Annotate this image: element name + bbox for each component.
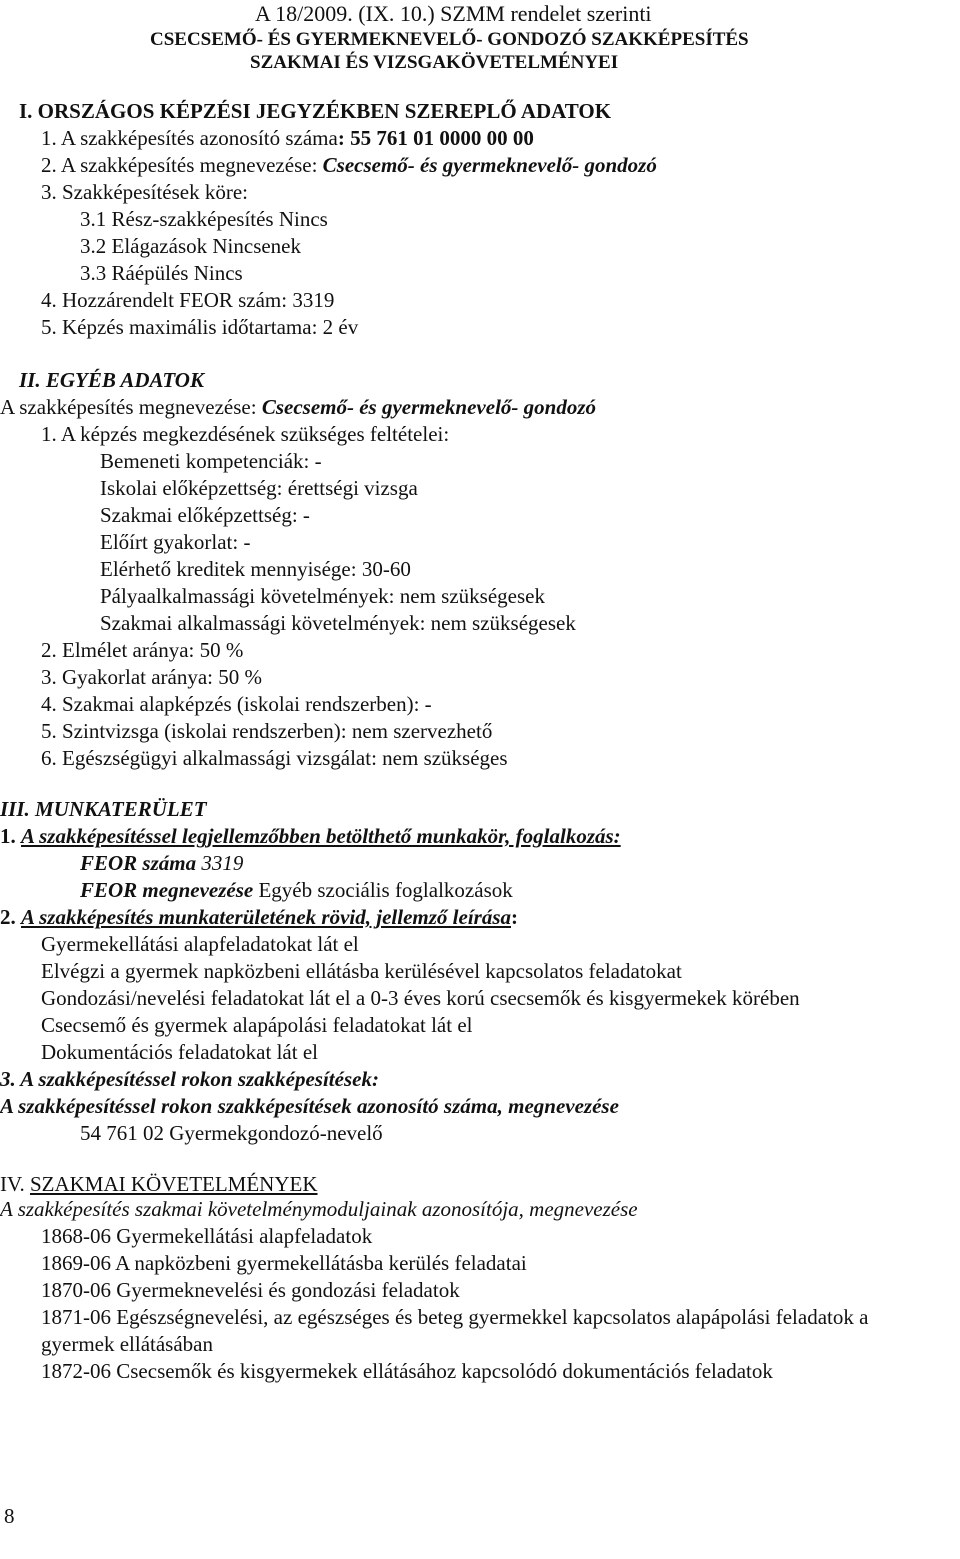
sec3-item3: 3. A szakképesítéssel rokon szakképesítések: xyxy=(0,1067,379,1091)
sec3-item1-num: 1. xyxy=(0,824,21,848)
sec2-item2: 2. Elmélet aránya: 50 % xyxy=(41,638,244,662)
sec2-name-value: Csecsemő- és gyermeknevelő- gondozó xyxy=(261,395,597,419)
sec2-name xyxy=(0,394,596,420)
module-item: 1872-06 Csecsemők és kisgyermekek ellátásához kapcsolódó dokumentációs feladatok xyxy=(41,1359,773,1383)
doc-header-line1: A 18/2009. (IX. 10.) SZMM rendelet szerinti xyxy=(255,1,652,26)
sec2-req3: Szakmai előképzettség: - xyxy=(100,503,310,527)
sec2-req6: Pályaalkalmassági követelmények: nem szükségesek xyxy=(100,584,545,608)
sec1-item2 xyxy=(41,152,657,178)
duty-item: Gyermekellátási alapfeladatokat lát el xyxy=(41,932,359,956)
duty-item: Dokumentációs feladatokat lát el xyxy=(41,1040,318,1064)
section-4-title xyxy=(0,1171,318,1197)
sec3-item1 xyxy=(0,823,621,849)
feor-number-value: 3319 xyxy=(196,851,244,875)
sec4-title-text: SZAKMAI KÖVETELMÉNYEK xyxy=(29,1172,318,1196)
sec3-item2-colon: : xyxy=(511,905,518,929)
sec2-item1: 1. A képzés megkezdésének szükséges feltételei: xyxy=(41,422,450,446)
sec4-modules-header: A szakképesítés szakmai követelménymoduljainak azonosítója, megnevezése xyxy=(0,1197,638,1221)
sec1-item4: 4. Hozzárendelt FEOR szám: 3319 xyxy=(41,288,335,312)
sec3-item2-text: A szakképesítés munkaterületének rövid, jellemző leírása xyxy=(21,905,511,929)
sec3-item2 xyxy=(0,904,518,930)
duty-item: Gondozási/nevelési feladatokat lát el a 0-3 éves korú csecsemők és kisgyermekek körében xyxy=(41,986,800,1010)
module-item: 1868-06 Gyermekellátási alapfeladatok xyxy=(41,1224,373,1248)
sec1-item1 xyxy=(41,125,534,151)
related-qualification: 54 761 02 Gyermekgondozó-nevelő xyxy=(80,1121,383,1145)
sec1-item3-3: 3.3 Ráépülés Nincs xyxy=(80,261,243,285)
feor-number-label: FEOR száma xyxy=(80,851,197,875)
sec1-item2-label: 2. A szakképesítés megnevezése: xyxy=(41,153,323,177)
sec2-req5: Elérhető kreditek mennyisége: 30-60 xyxy=(100,557,411,581)
page-number: 8 xyxy=(4,1504,15,1528)
sec3-related-header: A szakképesítéssel rokon szakképesítések azonosító száma, megnevezése xyxy=(0,1094,619,1118)
sec1-item1-label: 1. A szakképesítés azonosító száma xyxy=(41,126,338,150)
module-item-continuation: gyermek ellátásában xyxy=(41,1332,213,1356)
sec4-title-num: IV. xyxy=(0,1172,30,1196)
module-item: 1869-06 A napközbeni gyermekellátásba kerülés feladatai xyxy=(41,1251,527,1275)
sec2-item5: 5. Szintvizsga (iskolai rendszerben): nem szervezhető xyxy=(41,719,493,743)
sec3-feor-name xyxy=(80,877,513,903)
section-2-title: II. EGYÉB ADATOK xyxy=(19,368,204,392)
sec1-item3: 3. Szakképesítések köre: xyxy=(41,180,249,204)
sec1-item2-value: Csecsemő- és gyermeknevelő- gondozó xyxy=(322,153,657,177)
feor-name-label: FEOR megnevezése xyxy=(80,878,254,902)
sec3-item2-num: 2. xyxy=(0,905,21,929)
sec2-item4: 4. Szakmai alapképzés (iskolai rendszerben): - xyxy=(41,692,432,716)
section-1-title: I. ORSZÁGOS KÉPZÉSI JEGYZÉKBEN SZEREPLŐ ADATOK xyxy=(19,99,612,123)
doc-header-line2: CSECSEMŐ- ÉS GYERMEKNEVELŐ- GONDOZÓ SZAKKÉPESÍTÉS xyxy=(150,29,749,50)
sec2-item6: 6. Egészségügyi alkalmassági vizsgálat: nem szükséges xyxy=(41,746,508,770)
feor-name-value: Egyéb szociális foglalkozások xyxy=(253,878,513,902)
sec2-name-label: A szakképesítés megnevezése: xyxy=(0,395,262,419)
duty-item: Csecsemő és gyermek alapápolási feladatokat lát el xyxy=(41,1013,473,1037)
sec2-req2: Iskolai előképzettség: érettségi vizsga xyxy=(100,476,418,500)
sec2-req4: Előírt gyakorlat: - xyxy=(100,530,251,554)
duty-item: Elvégzi a gyermek napközbeni ellátásba kerülésével kapcsolatos feladatokat xyxy=(41,959,682,983)
section-3-title: III. MUNKATERÜLET xyxy=(0,797,207,821)
doc-header-line3: SZAKMAI ÉS VIZSGAKÖVETELMÉNYEI xyxy=(250,52,619,73)
sec3-feor-number xyxy=(80,850,243,876)
sec1-item3-1: 3.1 Rész-szakképesítés Nincs xyxy=(80,207,328,231)
sec1-item1-value: : 55 761 01 0000 00 00 xyxy=(337,126,534,150)
sec3-item1-text: A szakképesítéssel legjellemzőbben betölthető munkakör, foglalkozás: xyxy=(21,824,621,848)
module-item: 1871-06 Egészségnevelési, az egészséges és beteg gyermekkel kapcsolatos alapápolási feladatok a xyxy=(41,1305,869,1329)
sec2-req7: Szakmai alkalmassági követelmények: nem szükségesek xyxy=(100,611,576,635)
sec1-item3-2: 3.2 Elágazások Nincsenek xyxy=(80,234,302,258)
sec1-item5: 5. Képzés maximális időtartama: 2 év xyxy=(41,315,359,339)
sec2-item3: 3. Gyakorlat aránya: 50 % xyxy=(41,665,263,689)
sec2-req1: Bemeneti kompetenciák: - xyxy=(100,449,322,473)
module-item: 1870-06 Gyermeknevelési és gondozási feladatok xyxy=(41,1278,460,1302)
